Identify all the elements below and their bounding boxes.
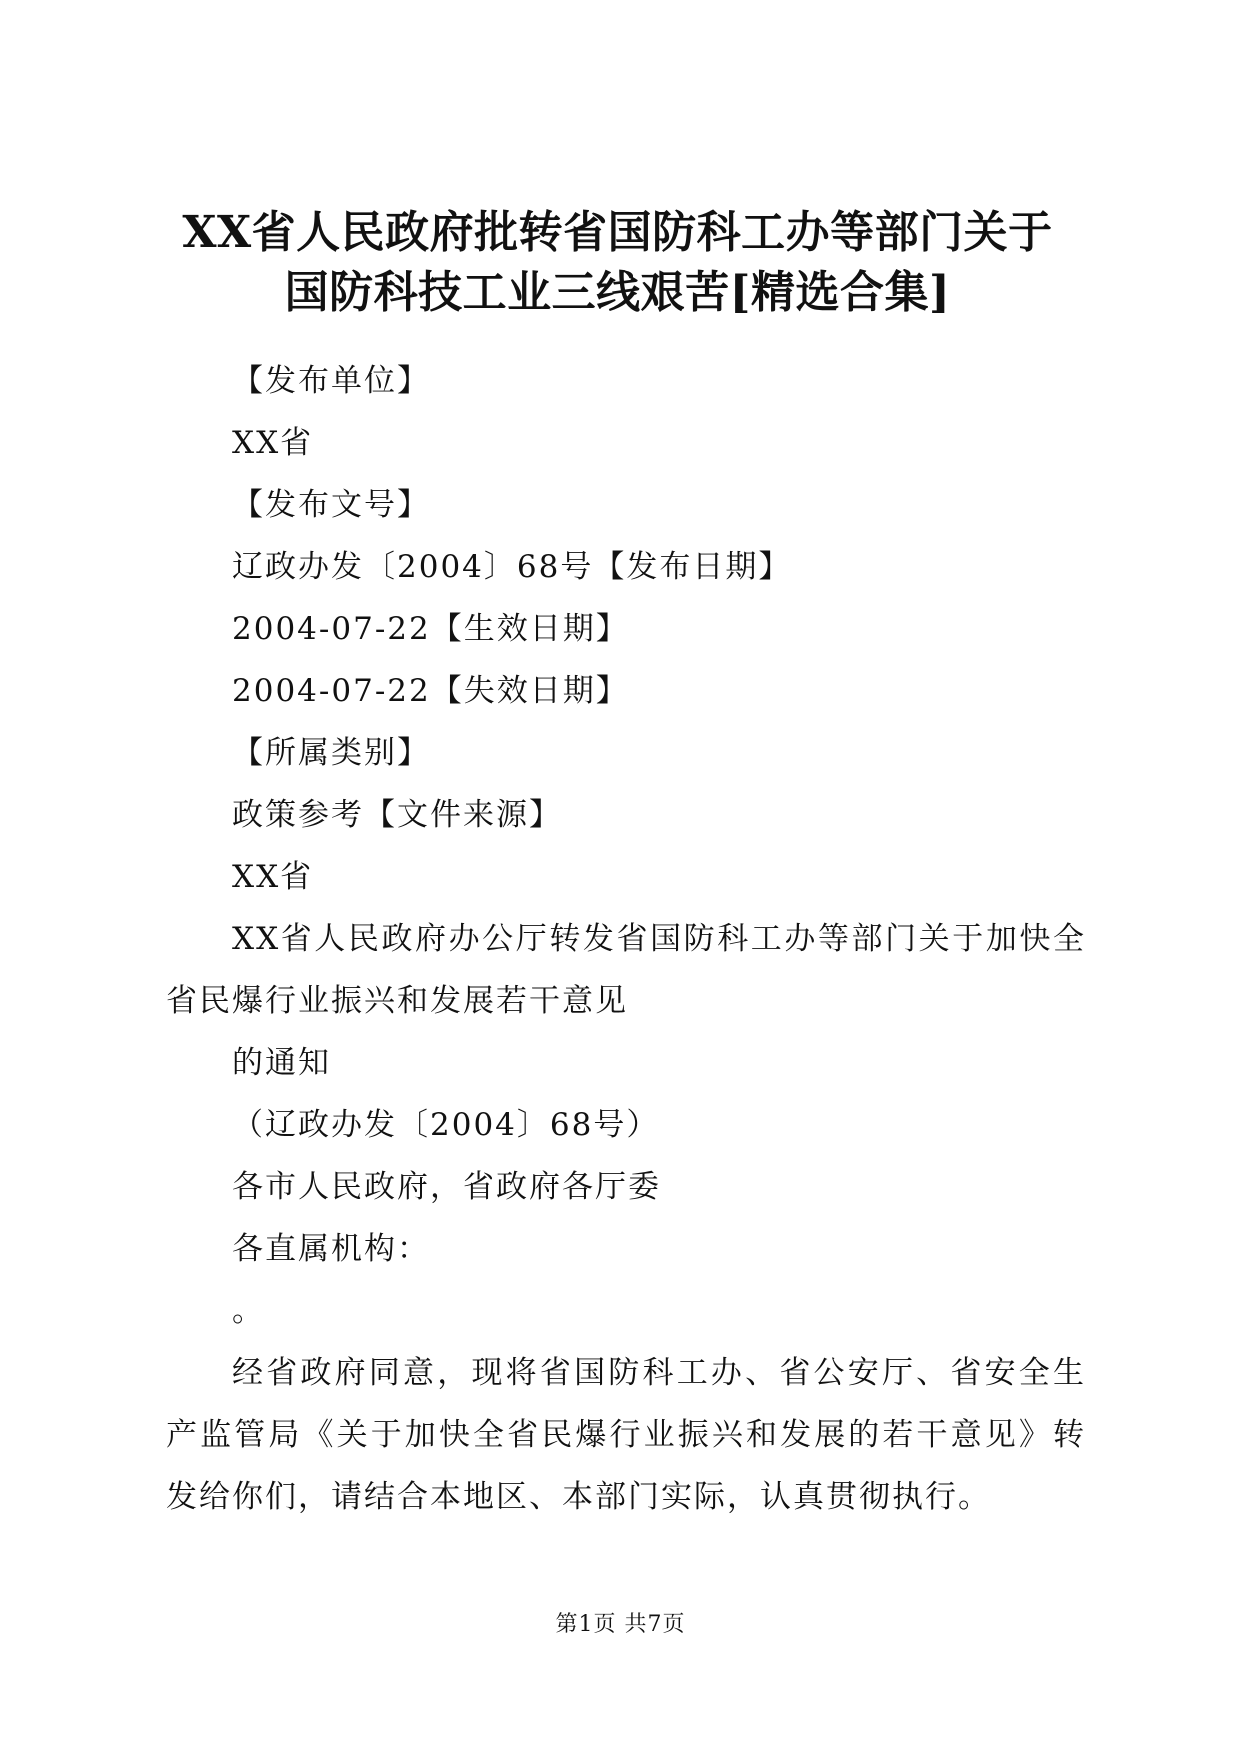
paragraph-notice-number: （辽政办发〔2004〕68号）	[232, 1107, 660, 1143]
page-footer: 第1页 共7页	[555, 1612, 686, 1637]
paragraph-notice-suffix: 的通知	[232, 1045, 331, 1081]
paragraph-category-label: 【所属类别】	[232, 735, 430, 771]
document-body	[166, 350, 1086, 1528]
paragraph-publisher: XX省	[232, 425, 314, 461]
paragraph-effective-date: 2004-07-22【失效日期】	[232, 673, 629, 709]
document-title	[150, 203, 1085, 323]
paragraph-doc-number-label: 【发布文号】	[232, 487, 430, 523]
paragraph-period: 。	[232, 1293, 265, 1329]
title-line-2: 国防科技工业三线艰苦[精选合集]	[284, 267, 951, 318]
paragraph-category: 政策参考【文件来源】	[232, 797, 562, 833]
paragraph-publish-date: 2004-07-22【生效日期】	[232, 611, 629, 647]
paragraph-main-text: 经省政府同意，现将省国防科工办、省公安厅、省安全生产监管局《关于加快全省民爆行业振兴和发展的若干意见》转发给你们，请结合本地区、本部门实际，认真贯彻执行。	[166, 1355, 1086, 1515]
paragraph-recipients-2: 各直属机构：	[232, 1231, 430, 1267]
paragraph-recipients-1: 各市人民政府，省政府各厅委	[232, 1169, 661, 1205]
paragraph-doc-number: 辽政办发〔2004〕68号【发布日期】	[232, 549, 792, 585]
paragraph-notice-title: XX省人民政府办公厅转发省国防科工办等部门关于加快全省民爆行业振兴和发展若干意见	[166, 921, 1086, 1019]
paragraph-source: XX省	[232, 859, 314, 895]
title-line-1: XX省人民政府批转省国防科工办等部门关于	[182, 207, 1053, 258]
paragraph-publisher-label: 【发布单位】	[232, 363, 430, 399]
